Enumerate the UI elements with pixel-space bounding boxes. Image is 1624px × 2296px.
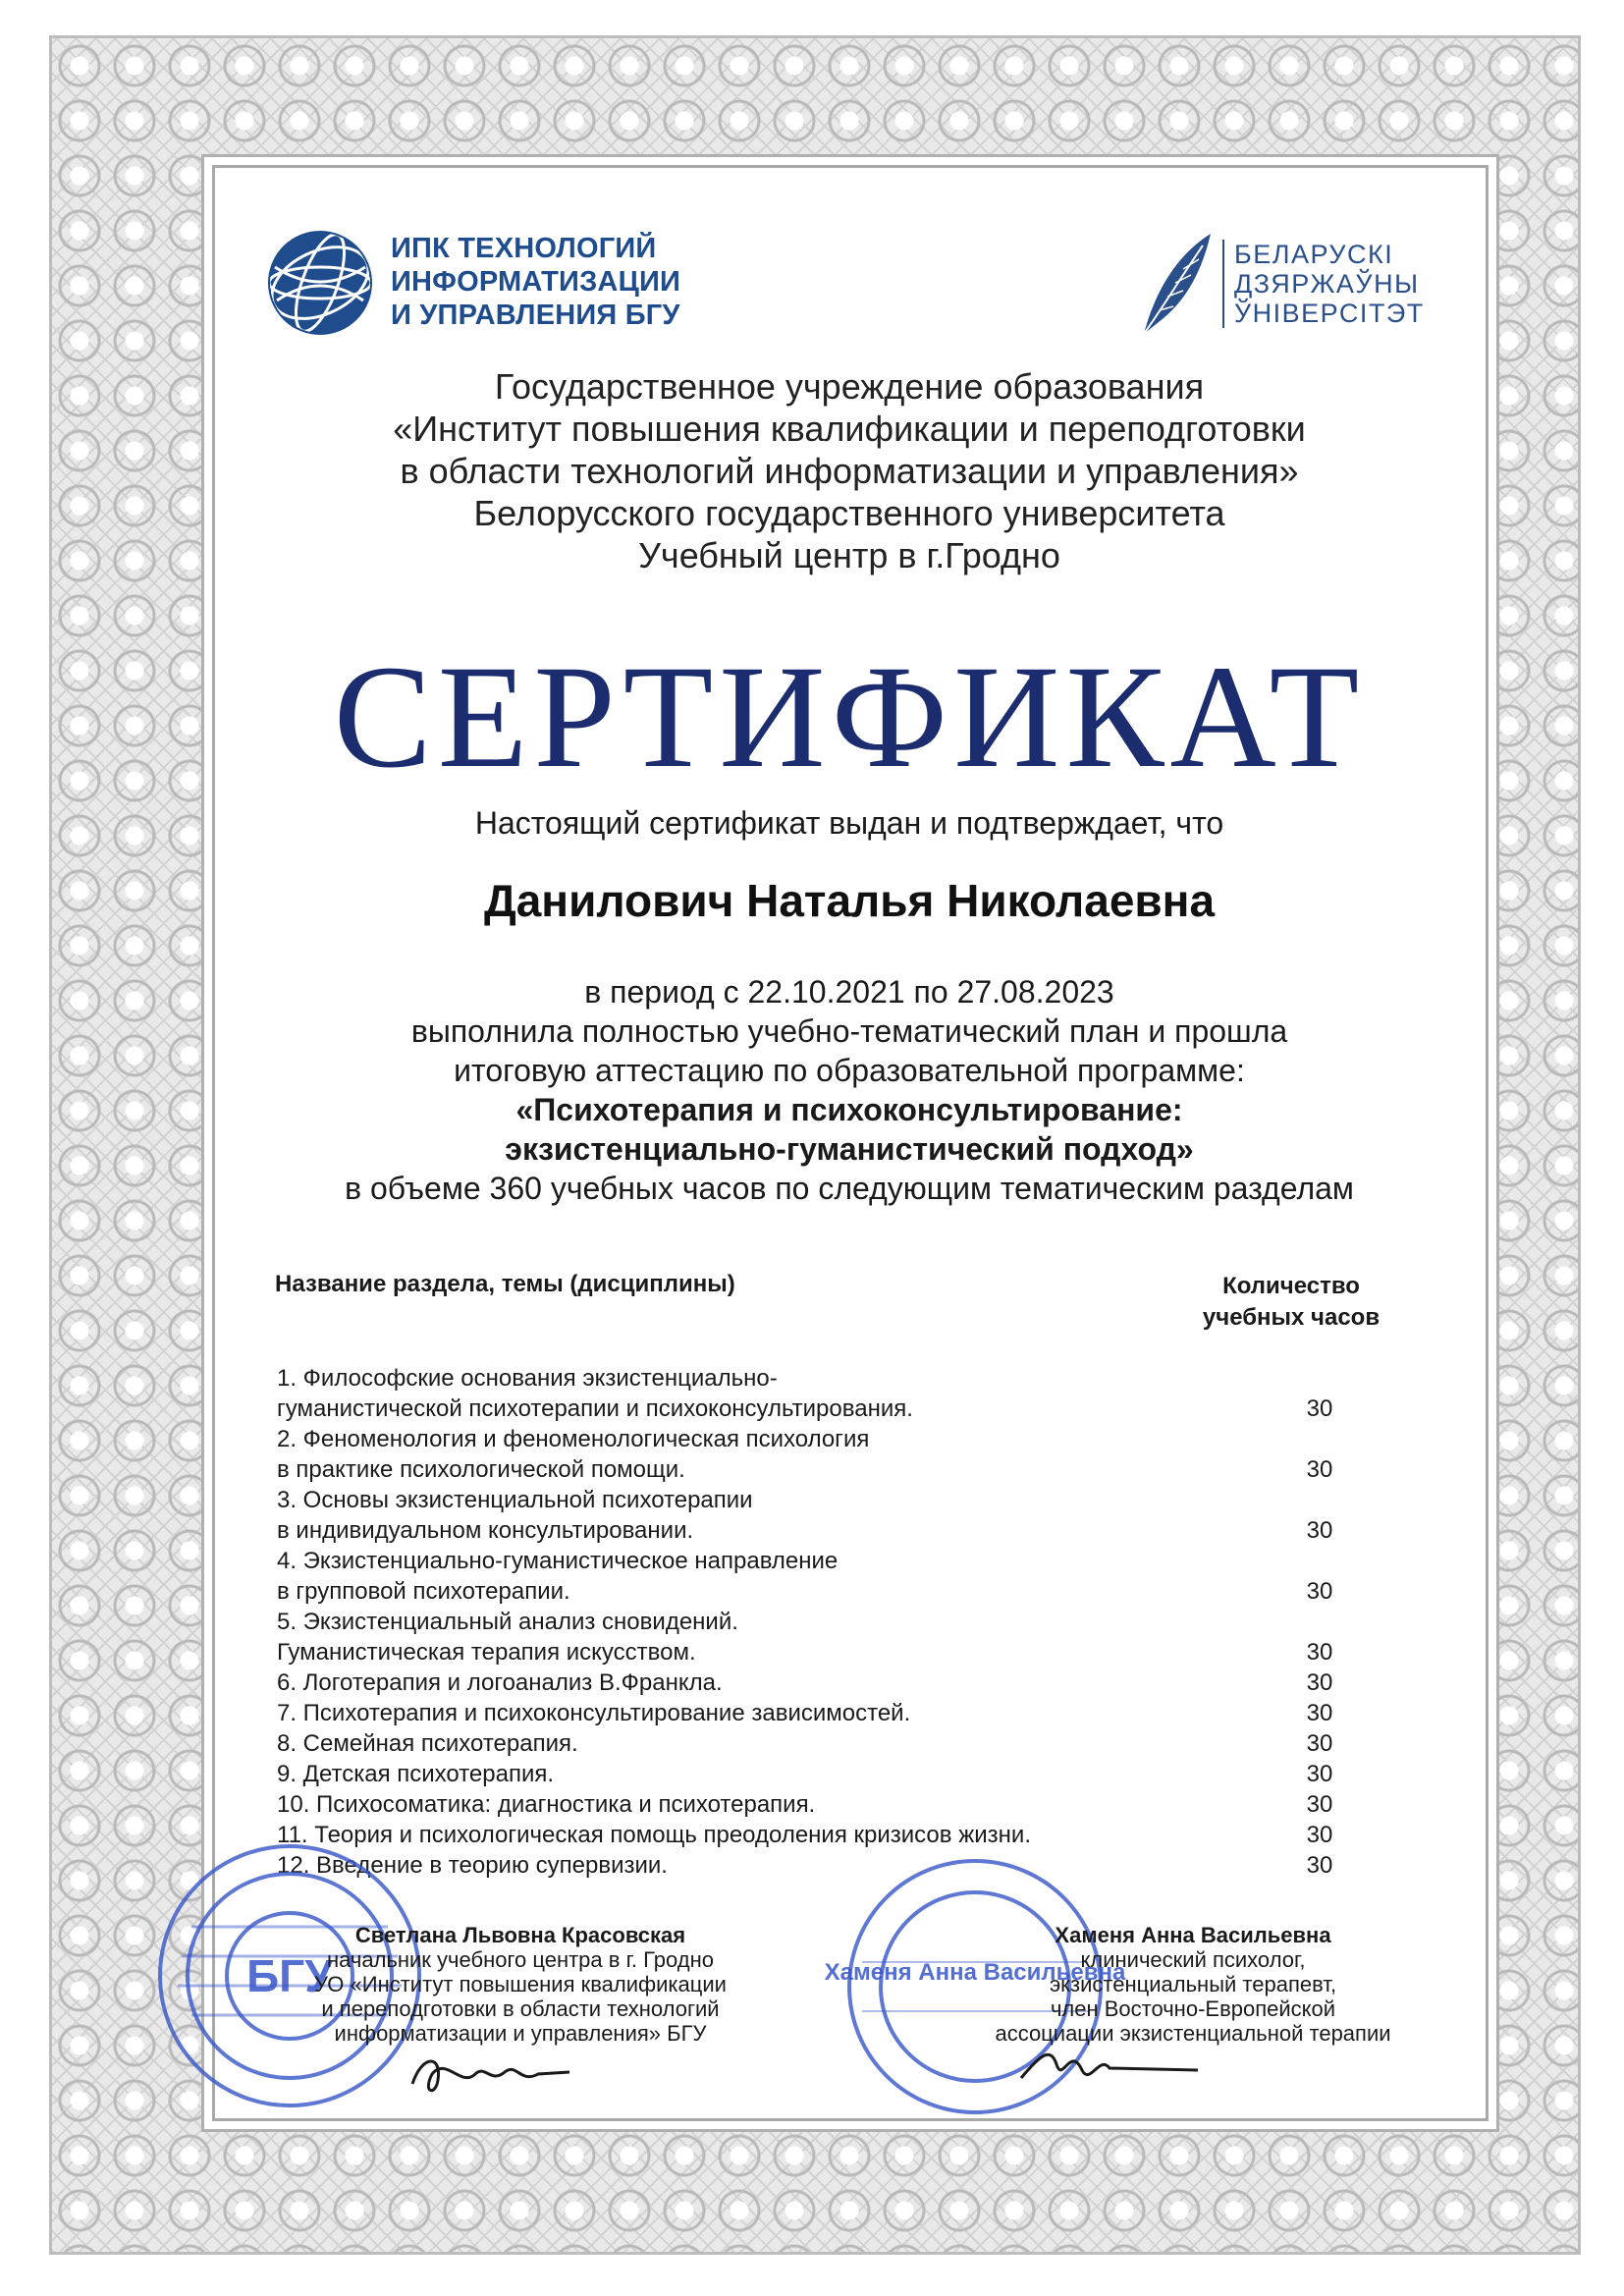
topic-row [277,1850,1406,1881]
signatory-right-line: член Восточно-Европейской [1050,1996,1336,2021]
topic-title-line: 1. Философские основания экзистенциально- [277,1365,778,1392]
topic-hours: 30 [1306,1761,1333,1787]
topic-row [277,1789,1406,1820]
signatory-right-line: ассоциации экзистенциальной терапии [995,2021,1391,2046]
topic-title-line: 4. Экзистенциально-гуманистическое направление [277,1548,839,1574]
table-header-name: Название раздела, темы (дисциплины) [275,1271,735,1297]
topic-hours: 30 [1306,1639,1333,1666]
signature-right [1011,2035,1208,2094]
institution-line: в области технологий информатизации и управления» [400,451,1299,491]
bsu-logo-line: ЎНІВЕРСІТЭТ [1234,299,1425,328]
topic-hours: 30 [1306,1700,1333,1726]
period-text: в период с 22.10.2021 по 27.08.2023 [584,974,1114,1010]
topic-row [277,1698,1406,1728]
topic-row [277,1576,1406,1607]
institution-header [236,365,1463,576]
topic-hours: 30 [1306,1822,1333,1848]
signatory-right [947,1923,1438,2046]
topic-title-line: Гуманистическая терапия искусством. [277,1639,696,1666]
topic-title-line: 12. Введение в теорию супервизии. [277,1852,668,1879]
topic-row [277,1424,1406,1454]
signatory-left-line: информатизации и управления» БГУ [334,2021,707,2046]
bsu-logo-line: БЕЛАРУСКІ [1234,240,1394,269]
ipk-logo [265,228,717,346]
certificate-body [236,972,1463,1208]
program-title-line: экзистенциально-гуманистический подход» [505,1131,1194,1167]
topic-row [277,1637,1406,1667]
bsu-logo-text [1222,240,1460,328]
signatory-left-line: и переподготовки в области технологий [321,1996,720,2021]
signatory-left-line: УО «Институт повышения квалификации [314,1972,727,1996]
statement-line: выполнила полностью учебно-тематический план и прошла [410,1013,1288,1049]
table-header-hours-line: Количество [1222,1273,1360,1299]
signature-left [403,2045,579,2104]
topic-hours: 30 [1306,1456,1333,1483]
stamp-right-text: Хаменя Анна Васильевна [824,1959,1126,1986]
signatory-left [265,1923,776,2046]
topic-row [277,1607,1406,1637]
stamp-left-text: БГУ [246,1950,333,2001]
volume-text: в объеме 360 учебных часов по следующим тематическим разделам [345,1171,1354,1206]
topic-row [277,1363,1406,1394]
topic-hours: 30 [1306,1517,1333,1544]
topic-hours: 30 [1306,1578,1333,1605]
signatory-right-name: Хаменя Анна Васильевна [1055,1923,1331,1947]
topic-row [277,1515,1406,1546]
topic-title-line: 6. Логотерапия и логоанализ В.Франкла. [277,1669,723,1696]
intro-text: Настоящий сертификат выдан и подтверждает, что [474,805,1224,841]
table-header-hours [1173,1271,1409,1334]
topic-row [277,1667,1406,1698]
topic-title-line: 3. Основы экзистенциальной психотерапии [277,1487,753,1513]
topic-title-line: 5. Экзистенциальный анализ сновидений. [277,1609,738,1635]
topic-title-line: 8. Семейная психотерапия. [277,1730,578,1757]
topic-title-line: в групповой психотерапии. [277,1578,570,1605]
ipk-logo-line: И УПРАВЛЕНИЯ БГУ [391,300,680,331]
recipient-name: Данилович Наталья Николаевна [483,875,1216,926]
topic-title-line: в практике психологической помощи. [277,1456,685,1483]
globe-icon [265,228,375,338]
institution-line: Белорусского государственного университета [473,493,1225,533]
topic-row [277,1485,1406,1515]
bsu-logo-line: ДЗЯРЖАЎНЫ [1234,269,1420,299]
table-header-hours-line: учебных часов [1202,1304,1380,1331]
topic-title-line: 11. Теория и психологическая помощь преодоления кризисов жизни. [277,1822,1031,1848]
ipk-logo-line: ИНФОРМАТИЗАЦИИ [391,266,681,298]
topic-row [277,1728,1406,1759]
topic-hours: 30 [1306,1730,1333,1757]
topic-row [277,1759,1406,1789]
institution-line: «Институт повышения квалификации и переподготовки [393,409,1306,449]
certificate-title: СЕРТИФИКАТ [333,635,1366,798]
topic-title-line: 7. Психотерапия и психоконсультирование зависимостей. [277,1700,911,1726]
topic-hours: 30 [1306,1669,1333,1696]
feather-icon [1124,228,1218,338]
signatory-right-line: экзистенциальный терапевт, [1049,1972,1337,1996]
program-title-line: «Психотерапия и психоконсультирование: [515,1092,1183,1127]
signatory-right-line: клинический психолог, [1080,1947,1306,1972]
topic-title-line: гуманистической психотерапии и психоконсультирования. [277,1395,913,1422]
signatory-left-line: начальник учебного центра в г. Гродно [326,1947,715,1972]
topic-title-line: 2. Феноменология и феноменологическая психология [277,1426,870,1452]
ipk-logo-text [391,232,725,332]
ipk-logo-line: ИПК ТЕХНОЛОГИЙ [391,233,657,264]
institution-line: Учебный центр в г.Гродно [638,535,1060,575]
topics-list [277,1363,1406,1881]
topic-hours: 30 [1306,1395,1333,1422]
bsu-logo [1124,228,1438,346]
topic-row [277,1820,1406,1850]
topic-row [277,1454,1406,1485]
topic-title-line: в индивидуальном консультировании. [277,1517,694,1544]
institution-line: Государственное учреждение образования [494,366,1205,407]
statement-line: итоговую аттестацию по образовательной программе: [454,1053,1245,1088]
topic-title-line: 9. Детская психотерапия. [277,1761,555,1787]
topic-row [277,1546,1406,1576]
topic-row [277,1394,1406,1424]
signatory-left-name: Светлана Львовна Красовская [354,1923,686,1947]
topic-hours: 30 [1306,1791,1333,1818]
topic-hours: 30 [1306,1852,1333,1879]
topic-title-line: 10. Психосоматика: диагностика и психотерапия. [277,1791,816,1818]
